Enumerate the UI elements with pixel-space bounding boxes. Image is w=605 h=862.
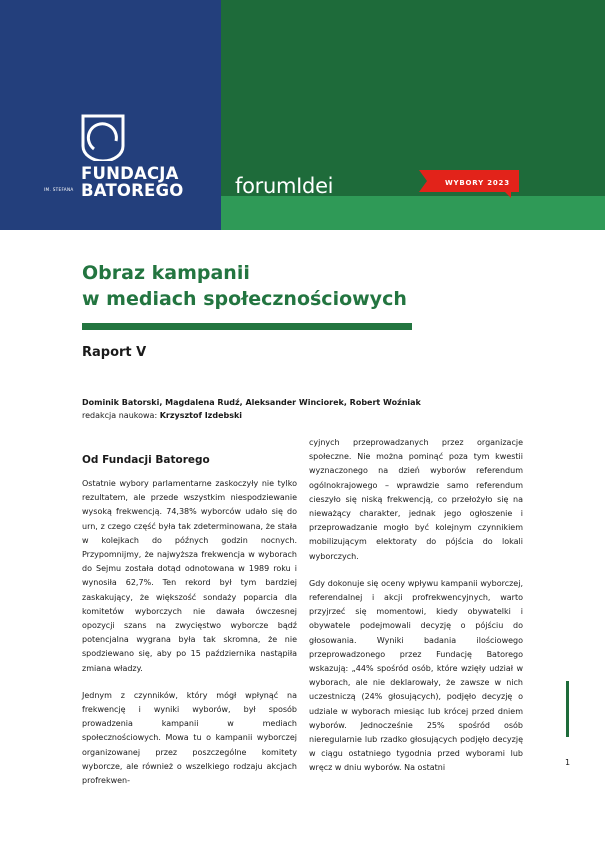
title-line2: w mediach społecznościowych: [82, 288, 407, 310]
cover-header: [0, 0, 605, 230]
forum-idei-label: forumIdei: [235, 174, 334, 198]
green-band: [221, 196, 605, 230]
authors-block: [82, 396, 522, 422]
editor-label: redakcja naukowa:: [82, 411, 160, 420]
paragraph: cyjnych przeprowadzanych przez organizacje społeczne. Nie można pominąć poza tym kwestii wyznaczonego na dzień wyborów referendum ogólnokrajowego – wprawdzie samo referendum cieszyło się niską frekwencją, co przełożyło się na nieważący charakter, jednak jego ogłoszenie i przeprowadzanie mogło być kolejnym czynnikiem mobilizującym elektoraty do pójścia do lokali wyborczych.: [309, 438, 523, 561]
title-line1: Obraz kampanii: [82, 262, 250, 284]
text-column-right: [309, 436, 523, 789]
logo-small-text: IM. STEFANA: [44, 187, 74, 192]
ribbon-label: WYBORY 2023: [445, 179, 510, 187]
logo-wordmark: [81, 165, 184, 199]
page-title: [82, 260, 482, 312]
paragraph: Ostatnie wybory parlamentarne zaskoczyły nie tylko rezultatem, ale przede wszystkim niespodziewanie wysoką frekwencją. 74,38% wyborców udało się do urn, z czego część była tak zdeterminowana, że stała w kolejkach do późnych godzin nocnych. Przypomnijmy, że najwyższa frekwencja w wyborach do Sejmu została dotąd odnotowana w 1989 roku i wynosiła 62,7%. Ten rekord był tym bardziej zaskakujący, że większość sondaży poparcia dla komitetów wyborczych nie dawała ówczesnej opozycji szans na zwycięstwo wyborcze bądź potencjalna wygrana była tak skromna, że nie spodziewano się, aby po 15 października nastąpiła zmiana władzy.: [82, 479, 297, 673]
editor-name: Krzysztof Izdebski: [159, 411, 243, 420]
section-heading: Od Fundacji Batorego: [82, 454, 210, 466]
paragraph: Gdy dokonuje się oceny wpływu kampanii wyborczej, referendalnej i akcji profrekwencyjnych, warto przyjrzeć się momentowi, kiedy obywatelki i obywatele podejmowali decyzję o pójściu do głosowania. Wyniki badania ilościowego przeprowadzonego przez Fundację Batorego wskazują: „44% spośród osób, które wzięły udział w wyborach, ale nie deklarowały, że zawsze w nich uczestniczą (24% głosujących), podjęło decyzję o udziale w wyborach miesiąc lub krócej przed dniem wyborów. Jednocześnie 25% spośród osób nieregularnie lub rzadko głosujących podjęło decyzję w ciągu ostatniego tygodnia przed wyborami lub wręcz w dniu wyborów. Na ostatni: [309, 578, 523, 773]
text-column-left: [82, 453, 297, 801]
editor-line: [82, 409, 522, 422]
page-number: 1: [565, 758, 571, 767]
title-rule: [82, 323, 412, 330]
paragraph: Jednym z czynników, który mógł wpłynąć na frekwencję i wyniki wyborów, był sposób prowadzenia kampanii w mediach społecznościowych. Mowa tu o kampanii wyborczej organizowanej przez poszczególne komitety wyborcze, ale również o wszelkiego rodzaju akcjach profrekwen-: [82, 690, 297, 786]
authors-list: Dominik Batorski, Magdalena Rudź, Aleksander Winciorek, Robert Woźniak: [82, 398, 421, 407]
fundacja-batorego-logo-icon: [80, 113, 126, 161]
logo-line1: FUNDACJA: [81, 164, 179, 183]
margin-marker: [566, 681, 569, 737]
green-panel: [221, 0, 605, 196]
logo-line2: BATOREGO: [81, 181, 184, 200]
report-subtitle: Raport V: [82, 345, 147, 360]
